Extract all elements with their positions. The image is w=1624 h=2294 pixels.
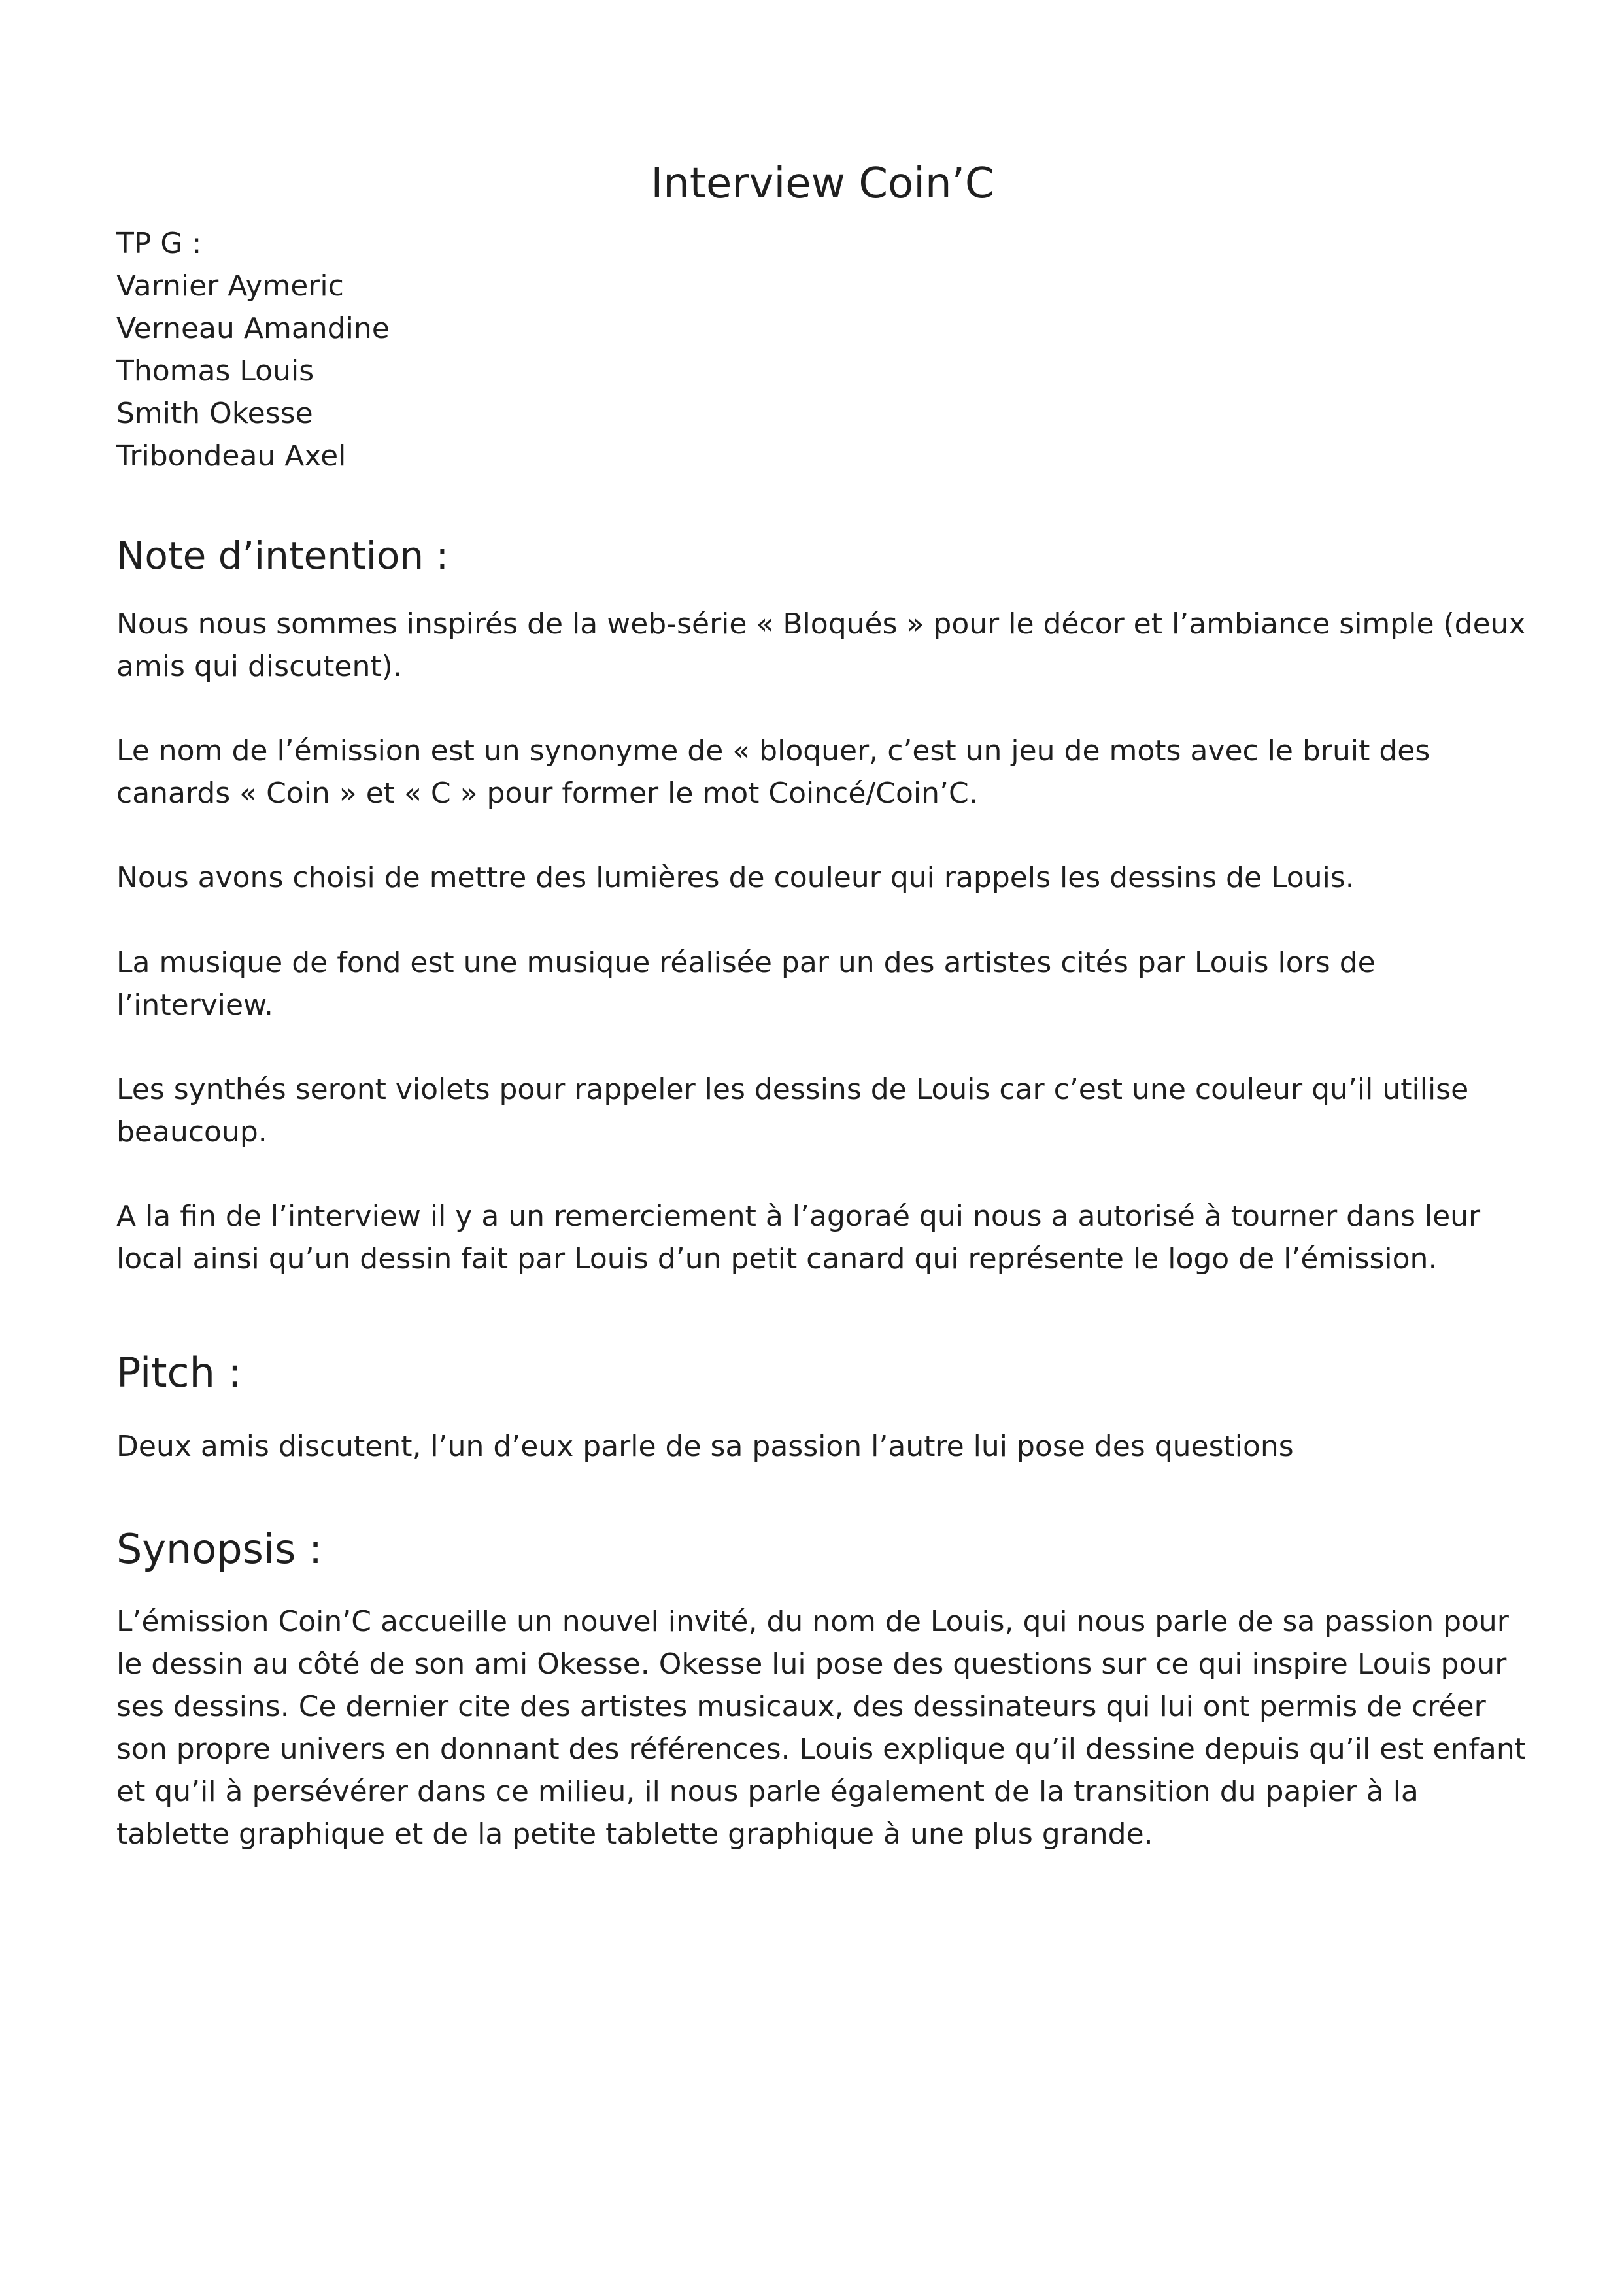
team-label: TP G : <box>116 227 202 260</box>
note-paragraph: A la fin de l’interview il y a un remerciement à l’agoraé qui nous a autorisé à tourner dans leur local ainsi qu’un dessin fait par Louis d’un petit canard qui représente le logo de l’émission. <box>116 1200 1481 1275</box>
note-paragraph: Les synthés seront violets pour rappeler les dessins de Louis car c’est une couleur qu’il utilise beaucoup. <box>116 1073 1469 1149</box>
document-title: Interview Coin’C <box>651 160 994 208</box>
team-member: Verneau Amandine <box>116 312 390 345</box>
team-member: Thomas Louis <box>116 354 314 388</box>
note-paragraph: Le nom de l’émission est un synonyme de « bloquer, c’est un jeu de mots avec le bruit des canards « Coin » et « C » pour former le mot Coincé/Coin’C. <box>116 734 1430 810</box>
team-member: Varnier Aymeric <box>116 269 344 303</box>
pitch-heading: Pitch : <box>116 1349 242 1396</box>
pitch-text: Deux amis discutent, l’un d’eux parle de sa passion l’autre lui pose des questions <box>116 1430 1294 1463</box>
team-member: Tribondeau Axel <box>116 439 347 473</box>
note-heading: Note d’intention : <box>116 533 449 578</box>
synopsis-heading: Synopsis : <box>116 1525 323 1573</box>
note-paragraph: Nous nous sommes inspirés de la web-série « Bloqués » pour le décor et l’ambiance simple (deux amis qui discutent). <box>116 607 1526 683</box>
team-member: Smith Okesse <box>116 397 313 430</box>
note-paragraph: Nous avons choisi de mettre des lumières de couleur qui rappels les dessins de Louis. <box>116 861 1355 894</box>
synopsis-text: L’émission Coin’C accueille un nouvel invité, du nom de Louis, qui nous parle de sa passion pour le dessin au côté de son ami Okesse. Okesse lui pose des questions sur ce qui inspire Louis pour ses dessins. Ce dernier cite des artistes musicaux, des dessinateurs qui lui ont permis de créer son propre univers en donnant des références. Louis explique qu’il dessine depuis qu’il est enfant et qu’il à persévérer dans ce milieu, il nous parle également de la transition du papier à la tablette graphique et de la petite tablette graphique à une plus grande. <box>116 1605 1526 1851</box>
team-list <box>116 222 390 477</box>
note-paragraph: La musique de fond est une musique réalisée par un des artistes cités par Louis lors de l’interview. <box>116 946 1376 1022</box>
